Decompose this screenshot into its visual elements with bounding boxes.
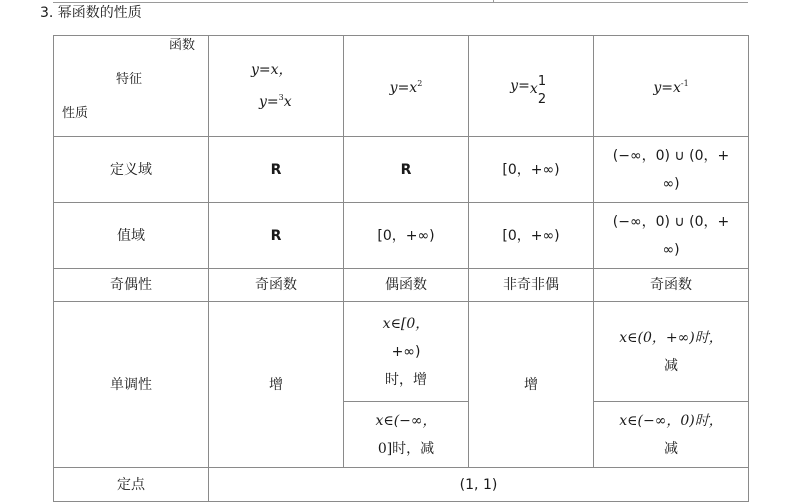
range-label: 值域 xyxy=(54,203,209,269)
range-row xyxy=(54,203,749,269)
monotonic-label: 单调性 xyxy=(54,302,209,468)
monotonic-square-top xyxy=(344,302,469,402)
domain-reciprocal-line1: (−∞，0) ∪ (0，+ xyxy=(612,147,730,164)
header-col-linear xyxy=(209,36,344,137)
header-sqrt-var: x xyxy=(529,81,538,97)
monotonic-reciprocal-top-line1: x∈(0，+∞)时， xyxy=(619,329,723,346)
parity-linear: 奇函数 xyxy=(209,269,344,302)
domain-reciprocal-line2: ∞) xyxy=(662,175,680,192)
header-cuberoot-line xyxy=(213,84,339,116)
header-row xyxy=(54,36,749,137)
header-sqrt-base: y= xyxy=(510,78,530,94)
power-function-properties-table xyxy=(53,35,749,502)
fixed-point-label: 定点 xyxy=(54,468,209,502)
parity-row xyxy=(54,269,749,302)
header-col-sqrt xyxy=(469,36,594,137)
header-sqrt-fraction xyxy=(529,71,552,107)
monotonic-reciprocal-top-line2: 减 xyxy=(664,357,678,374)
domain-square: R xyxy=(344,137,469,203)
header-cuberoot-var: x xyxy=(283,94,292,110)
top-rule xyxy=(53,0,748,3)
header-reciprocal-base: y=x xyxy=(653,80,681,96)
monotonic-reciprocal-bottom xyxy=(594,402,749,468)
monotonic-square-top-line2: +∞) xyxy=(391,343,421,360)
monotonic-reciprocal-bottom-line2: 减 xyxy=(664,440,678,457)
header-reciprocal-exponent: -1 xyxy=(680,79,689,88)
monotonic-square-bottom xyxy=(344,402,469,468)
corner-label-feature: 特征 xyxy=(116,72,143,87)
monotonic-reciprocal-top xyxy=(594,302,749,402)
section-heading: 3. 幂函数的性质 xyxy=(40,5,142,21)
corner-label-function: 函数 xyxy=(169,38,196,53)
header-square-exponent: 2 xyxy=(417,79,423,88)
header-col-reciprocal xyxy=(594,36,749,137)
domain-label: 定义域 xyxy=(54,137,209,203)
monotonic-reciprocal-bottom-line1: x∈(−∞，0)时， xyxy=(619,412,723,429)
range-square: [0，+∞) xyxy=(344,203,469,269)
monotonic-square-top-line3: 时，增 xyxy=(385,371,427,388)
monotonic-row-top xyxy=(54,302,749,402)
parity-label: 奇偶性 xyxy=(54,269,209,302)
monotonic-sqrt: 增 xyxy=(469,302,594,468)
parity-square: 偶函数 xyxy=(344,269,469,302)
header-linear-line1: y=x， xyxy=(251,62,293,78)
fixed-point-value: (1, 1) xyxy=(209,468,749,502)
header-cuberoot-prefix: y= xyxy=(259,94,279,110)
monotonic-square-bottom-line1: x∈(−∞， xyxy=(375,412,437,429)
header-square-base: y=x xyxy=(389,80,418,96)
parity-sqrt: 非奇非偶 xyxy=(469,269,594,302)
range-linear: R xyxy=(209,203,344,269)
domain-reciprocal xyxy=(594,137,749,203)
monotonic-linear: 增 xyxy=(209,302,344,468)
header-col-square xyxy=(344,36,469,137)
monotonic-square-bottom-line2: 0]时，减 xyxy=(377,440,435,457)
range-reciprocal-line1: (−∞，0) ∪ (0，+ xyxy=(612,213,730,230)
domain-linear: R xyxy=(209,137,344,203)
range-reciprocal-line2: ∞) xyxy=(662,241,680,258)
range-sqrt: [0，+∞) xyxy=(469,203,594,269)
header-cuberoot-index: 3 xyxy=(278,93,284,102)
header-sqrt-denominator: 2 xyxy=(537,92,547,107)
fixed-point-row xyxy=(54,468,749,502)
header-sqrt-numerator: 1 xyxy=(537,74,547,89)
parity-reciprocal: 奇函数 xyxy=(594,269,749,302)
top-rule-tick xyxy=(493,0,494,2)
corner-label-property: 性质 xyxy=(62,106,89,121)
domain-row xyxy=(54,137,749,203)
domain-sqrt: [0，+∞) xyxy=(469,137,594,203)
monotonic-square-top-line1: x∈[0， xyxy=(382,315,430,332)
corner-header-cell xyxy=(54,36,209,137)
range-reciprocal xyxy=(594,203,749,269)
